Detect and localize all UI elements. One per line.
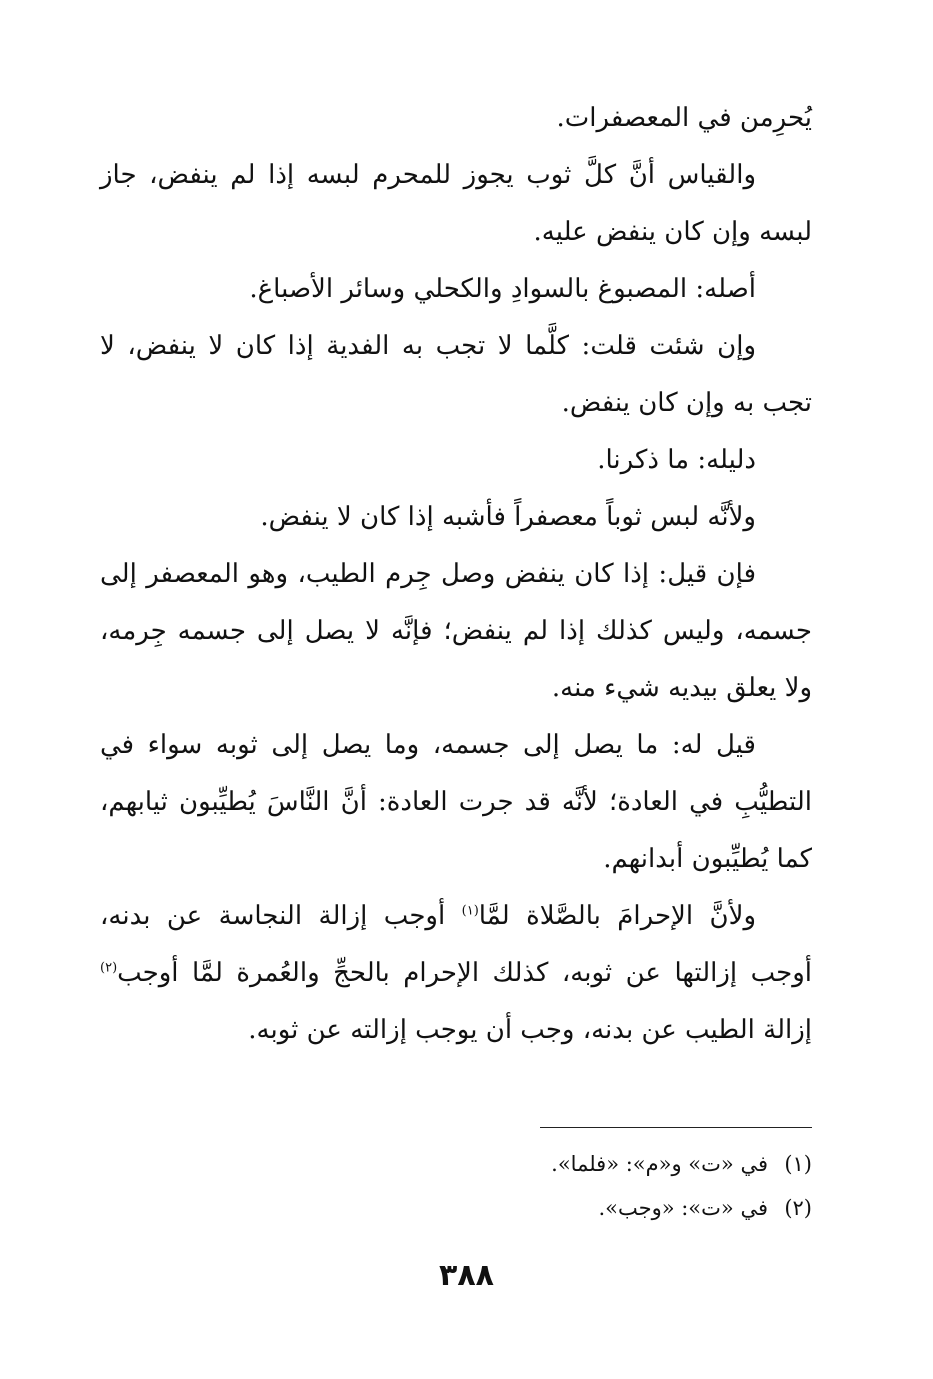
footnote <box>100 1186 812 1230</box>
footnote-number: (١) <box>784 1152 812 1176</box>
paragraph: وإن شئت قلت: كلَّما لا تجب به الفدية إذا كان لا ينفض، لا تجب به وإن كان ينفض. <box>100 331 812 418</box>
footnote-ref: (٢) <box>100 960 118 976</box>
paragraph: قيل له: ما يصل إلى جسمه، وما يصل إلى ثوبه سواء في التطيُّبِ في العادة؛ لأنَّه قد جرت العادة: أنَّ النَّاسَ يُطيِّبون ثيابهم، كما يُطيِّبون أبدانهم. <box>100 730 812 874</box>
footnotes <box>100 1142 812 1230</box>
footnote <box>100 1142 812 1186</box>
paragraph-text: أوجب إزالة النجاسة عن بدنه، أوجب إزالتها عن ثوبه، كذلك الإحرام بالحجِّ والعُمرة لمَّا أوجب <box>100 901 812 988</box>
footnote-divider <box>540 1127 812 1128</box>
paragraph: أصله: المصبوغ بالسوادِ والكحلي وسائر الأصباغ. <box>249 274 756 304</box>
paragraph-text: إزالة الطيب عن بدنه، وجب أن يوجب إزالته عن ثوبه. <box>248 1015 812 1045</box>
footnote-number: (٢) <box>784 1196 812 1220</box>
footnote-text: في «ت» و«م»: «فلما». <box>551 1152 768 1176</box>
paragraph: والقياس أنَّ كلَّ ثوب يجوز للمحرم لبسه إذا لم ينفض، جاز لبسه وإن كان ينفض عليه. <box>100 160 812 247</box>
paragraph <box>100 888 812 1059</box>
footnote-text: في «ت»: «وجب». <box>598 1196 768 1220</box>
paragraph: فإن قيل: إذا كان ينفض وصل جِرم الطيب، وهو المعصفر إلى جسمه، وليس كذلك إذا لم ينفض؛ فإنَّه لا يصل إلى جسمه جِرمه، ولا يعلق بيديه شيء منه. <box>100 559 812 703</box>
page-number: ٣٨٨ <box>439 1258 494 1293</box>
paragraph-text: ولأنَّ الإحرامَ بالصَّلاة لمَّا <box>478 901 757 931</box>
paragraph: يُحرِمن في المعصفرات. <box>556 103 812 133</box>
footnote-ref: (١) <box>461 903 479 919</box>
paragraph: ولأنَّه لبس ثوباً معصفراً فأشبه إذا كان لا ينفض. <box>260 502 756 532</box>
paragraph: دليله: ما ذكرنا. <box>597 445 756 475</box>
main-text <box>100 90 812 1059</box>
